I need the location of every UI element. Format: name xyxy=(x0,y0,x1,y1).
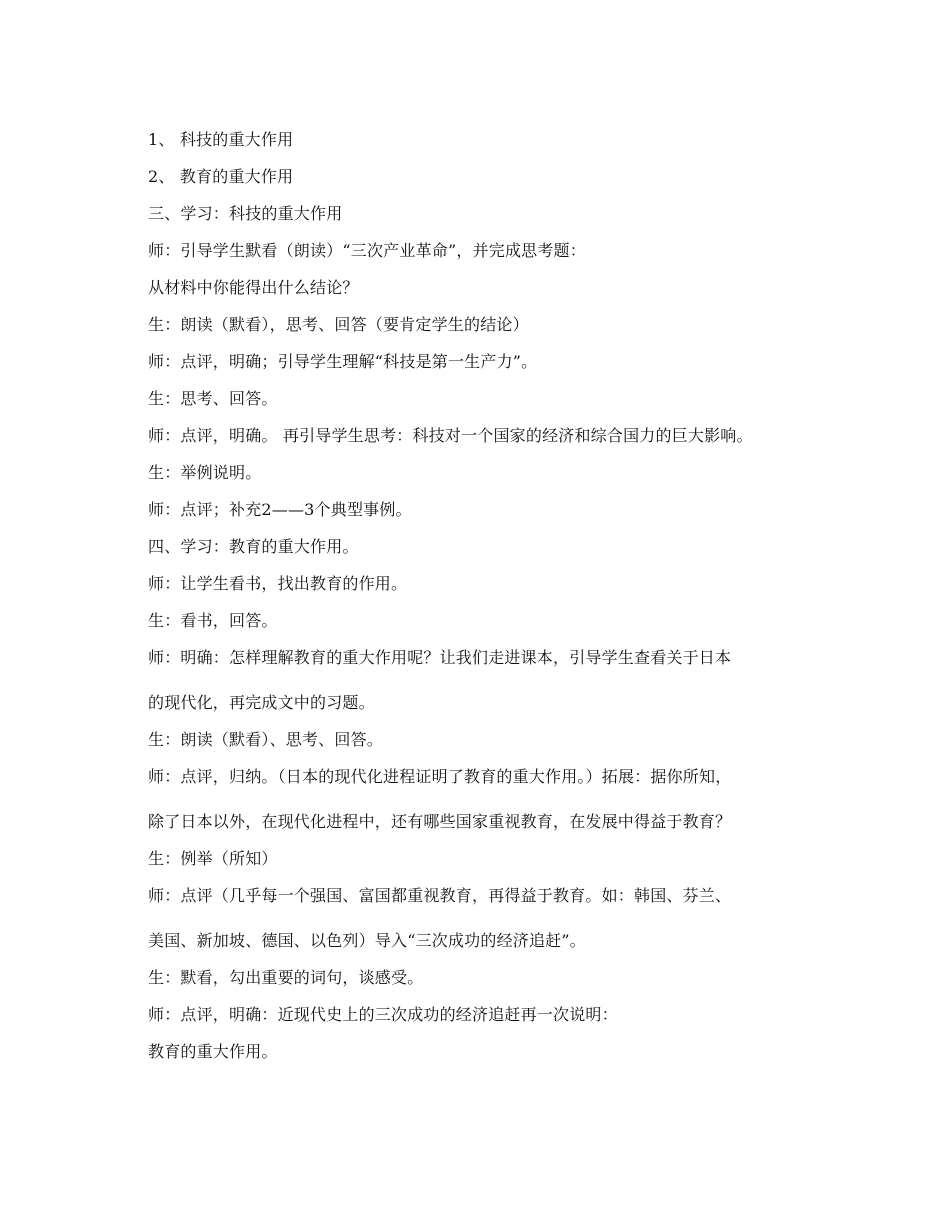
text-line: 2、 教育的重大作用 xyxy=(148,167,294,186)
text-line: 师：点评，明确；引导学生理解“科技是第一生产力”。 xyxy=(148,352,538,371)
text-line: 师：明确：怎样理解教育的重大作用呢？让我们走进课本，引导学生查看关于日本 xyxy=(148,648,732,667)
text-line: 师：点评（几乎每一个强国、富国都重视教育，再得益于教育。如：韩国、芬兰、 xyxy=(148,886,732,905)
text-line: 从材料中你能得出什么结论？ xyxy=(148,278,359,297)
text-line: 生：思考、回答。 xyxy=(148,389,278,408)
text-line: 1、 科技的重大作用 xyxy=(148,130,294,149)
text-line: 生：默看，勾出重要的词句，谈感受。 xyxy=(148,968,424,987)
text-line: 的现代化，再完成文中的习题。 xyxy=(148,693,375,712)
text-line: 师：点评，归纳。（日本的现代化进程证明了教育的重大作用。）拓展：据你所知， xyxy=(148,767,732,786)
text-line: 师：引导学生默看（朗读）“三次产业革命”，并完成思考题： xyxy=(148,241,586,260)
text-line: 教育的重大作用。 xyxy=(148,1042,278,1061)
document-body xyxy=(148,128,818,1064)
text-line: 师：让学生看书，找出教育的作用。 xyxy=(148,574,408,593)
text-line: 除了日本以外，在现代化进程中，还有哪些国家重视教育，在发展中得益于教育？ xyxy=(148,812,732,831)
text-line: 师：点评，明确。 再引导学生思考：科技对一个国家的经济和综合国力的巨大影响。 xyxy=(148,426,753,445)
text-line: 生：朗读（默看），思考、回答（要肯定学生的结论） xyxy=(148,315,529,334)
text-line: 师：点评；补充2——3个典型事例。 xyxy=(148,500,412,519)
text-line: 师：点评，明确：近现代史上的三次成功的经济追赶再一次说明： xyxy=(148,1005,618,1024)
section-heading: 三、学习：科技的重大作用 xyxy=(148,204,343,223)
text-line: 美国、新加坡、德国、以色列）导入“三次成功的经济追赶”。 xyxy=(148,931,586,950)
text-line: 生：举例说明。 xyxy=(148,463,262,482)
text-line: 生：看书，回答。 xyxy=(148,611,278,630)
text-line: 生：例举（所知） xyxy=(148,849,278,868)
section-heading: 四、学习：教育的重大作用。 xyxy=(148,537,359,556)
text-line: 生：朗读（默看）、思考、回答。 xyxy=(148,730,384,749)
